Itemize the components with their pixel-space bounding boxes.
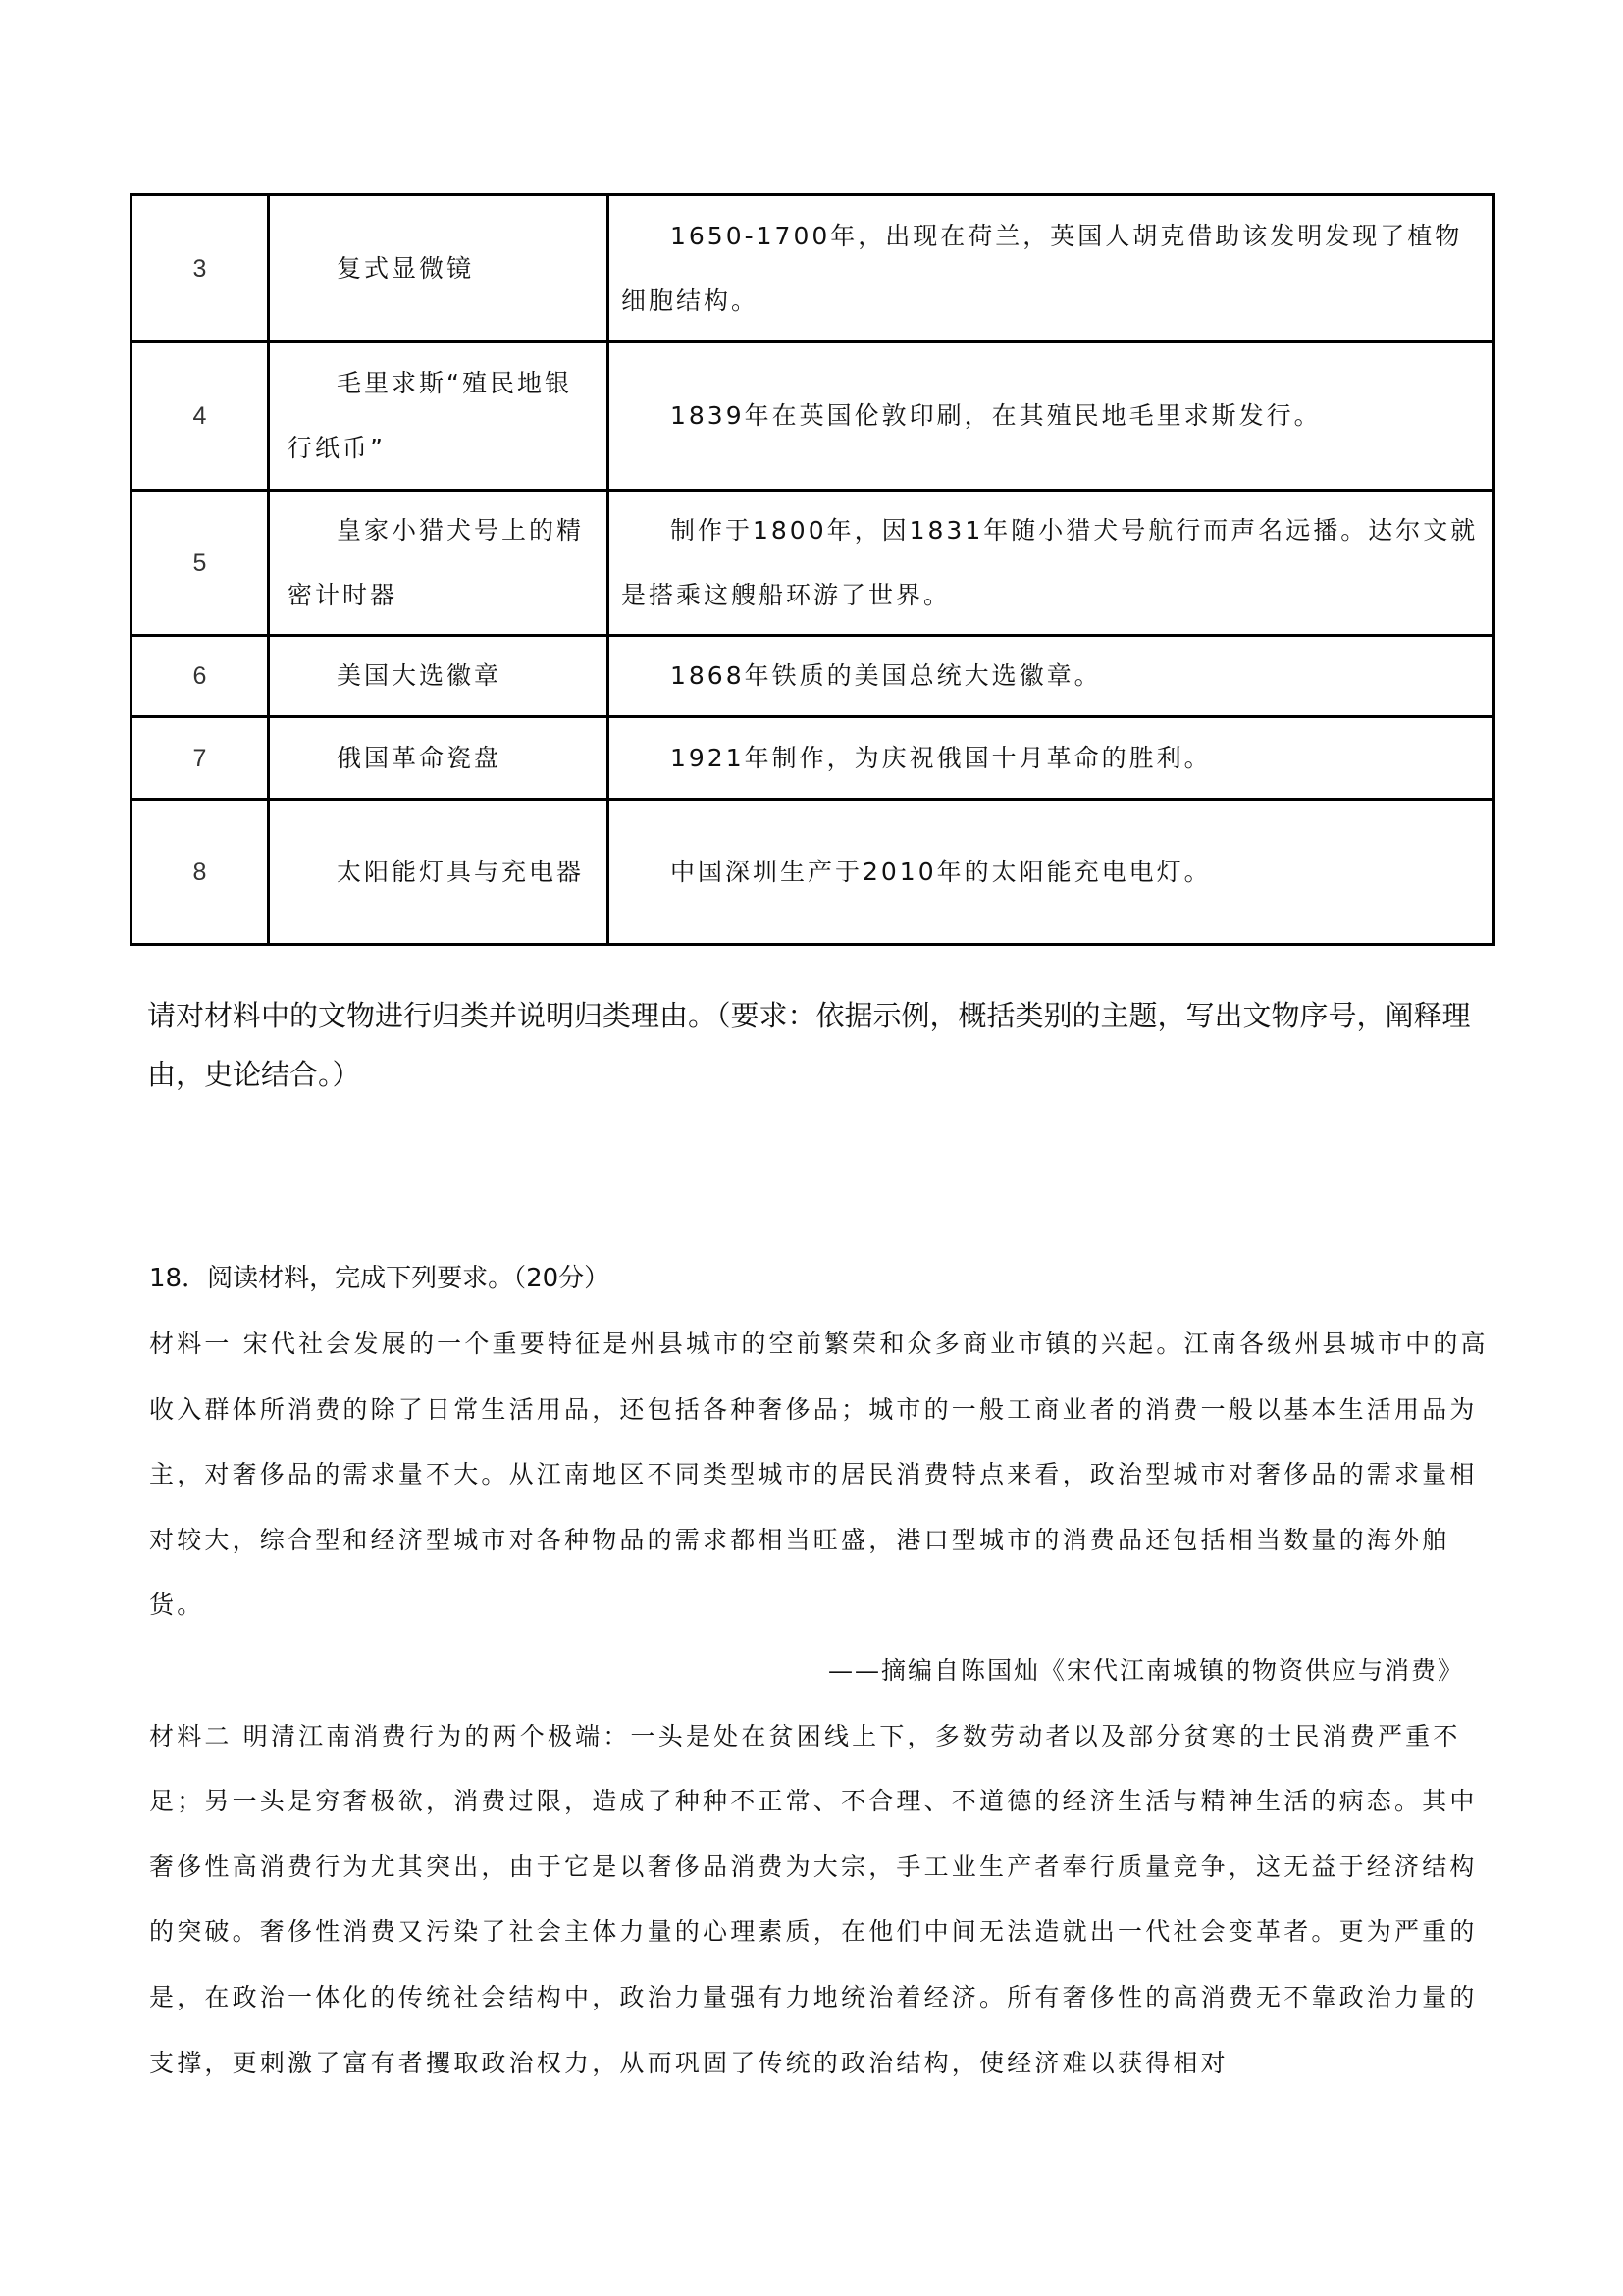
artifact-description: 1839年在英国伦敦印刷，在其殖民地毛里求斯发行。: [670, 401, 1322, 430]
artifact-description: 制作于1800年，因1831年随小猎犬号航行而声名远播。达尔文就是搭乘这艘船环游了世界。: [621, 515, 1479, 609]
material-1-text: 材料一 宋代社会发展的一个重要特征是州县城市的空前繁荣和众多商业市镇的兴起。江南各级州县城市中的高收入群体所消费的除了日常生活用品，还包括各种奢侈品；城市的一般工商业者的消费一般以基本生活用品为主，对奢侈品的需求量不大。从江南地区不同类型城市的居民消费特点来看，政治型城市对奢侈品的需求量相对较大，综合型和经济型城市对各种物品的需求都相当旺盛，港口型城市的消费品还包括相当数量的海外舶货。: [149, 1330, 1489, 1620]
artifact-table: [130, 193, 1495, 946]
material-section: [149, 1312, 1493, 2096]
artifact-name: 复式显微镜: [337, 253, 475, 283]
artifact-number: 3: [131, 195, 269, 342]
table-row: [131, 800, 1494, 945]
table-row: [131, 195, 1494, 342]
artifact-number: 4: [131, 342, 269, 491]
artifact-name: 毛里求斯“殖民地银行纸币”: [288, 369, 572, 462]
table-row: [131, 491, 1494, 636]
artifact-name: 太阳能灯具与充电器: [337, 857, 585, 886]
artifact-name: 美国大选徽章: [337, 661, 502, 690]
table-row: [131, 636, 1494, 717]
question-18-heading: 18．阅读材料，完成下列要求。（20分）: [149, 1264, 610, 1293]
artifact-description: 1868年铁质的美国总统大选徽章。: [670, 661, 1102, 690]
artifact-number: 5: [131, 491, 269, 636]
table-row: [131, 342, 1494, 491]
artifact-description: 1650-1700年，出现在荷兰，英国人胡克借助该发明发现了植物细胞结构。: [621, 221, 1463, 315]
artifact-description: 中国深圳生产于2010年的太阳能充电电灯。: [670, 857, 1212, 886]
artifact-number: 7: [131, 717, 269, 800]
table-row: [131, 717, 1494, 800]
material-1-source: ——摘编自陈国灿《宋代江南城镇的物资供应与消费》: [827, 1655, 1464, 1685]
material-2-text: 材料二 明清江南消费行为的两个极端：一头是处在贫困线上下，多数劳动者以及部分贫寒的士民消费严重不足；另一头是穷奢极欲，消费过限，造成了种种不正常、不合理、不道德的经济生活与精神生活的病态。其中奢侈性高消费行为尤其突出，由于它是以奢侈品消费为大宗，手工业生产者奉行质量竞争，这无益于经济结构的突破。奢侈性消费又污染了社会主体力量的心理素质，在他们中间无法造就出一代社会变革者。更为严重的是，在政治一体化的传统社会结构中，政治力量强有力地统治着经济。所有奢侈性的高消费无不靠政治力量的支撑，更刺激了富有者攫取政治权力，从而巩固了传统的政治结构，使经济难以获得相对: [149, 1721, 1478, 2077]
artifact-number: 8: [131, 800, 269, 945]
artifact-name: 皇家小猎犬号上的精密计时器: [288, 515, 585, 609]
artifact-description: 1921年制作，为庆祝俄国十月革命的胜利。: [670, 743, 1212, 772]
artifact-number: 6: [131, 636, 269, 717]
question-17-prompt: 请对材料中的文物进行归类并说明归类理由。（要求：依据示例，概括类别的主题，写出文物序号，阐释理由，史论结合。）: [147, 999, 1471, 1091]
artifact-name: 俄国革命瓷盘: [337, 743, 502, 772]
